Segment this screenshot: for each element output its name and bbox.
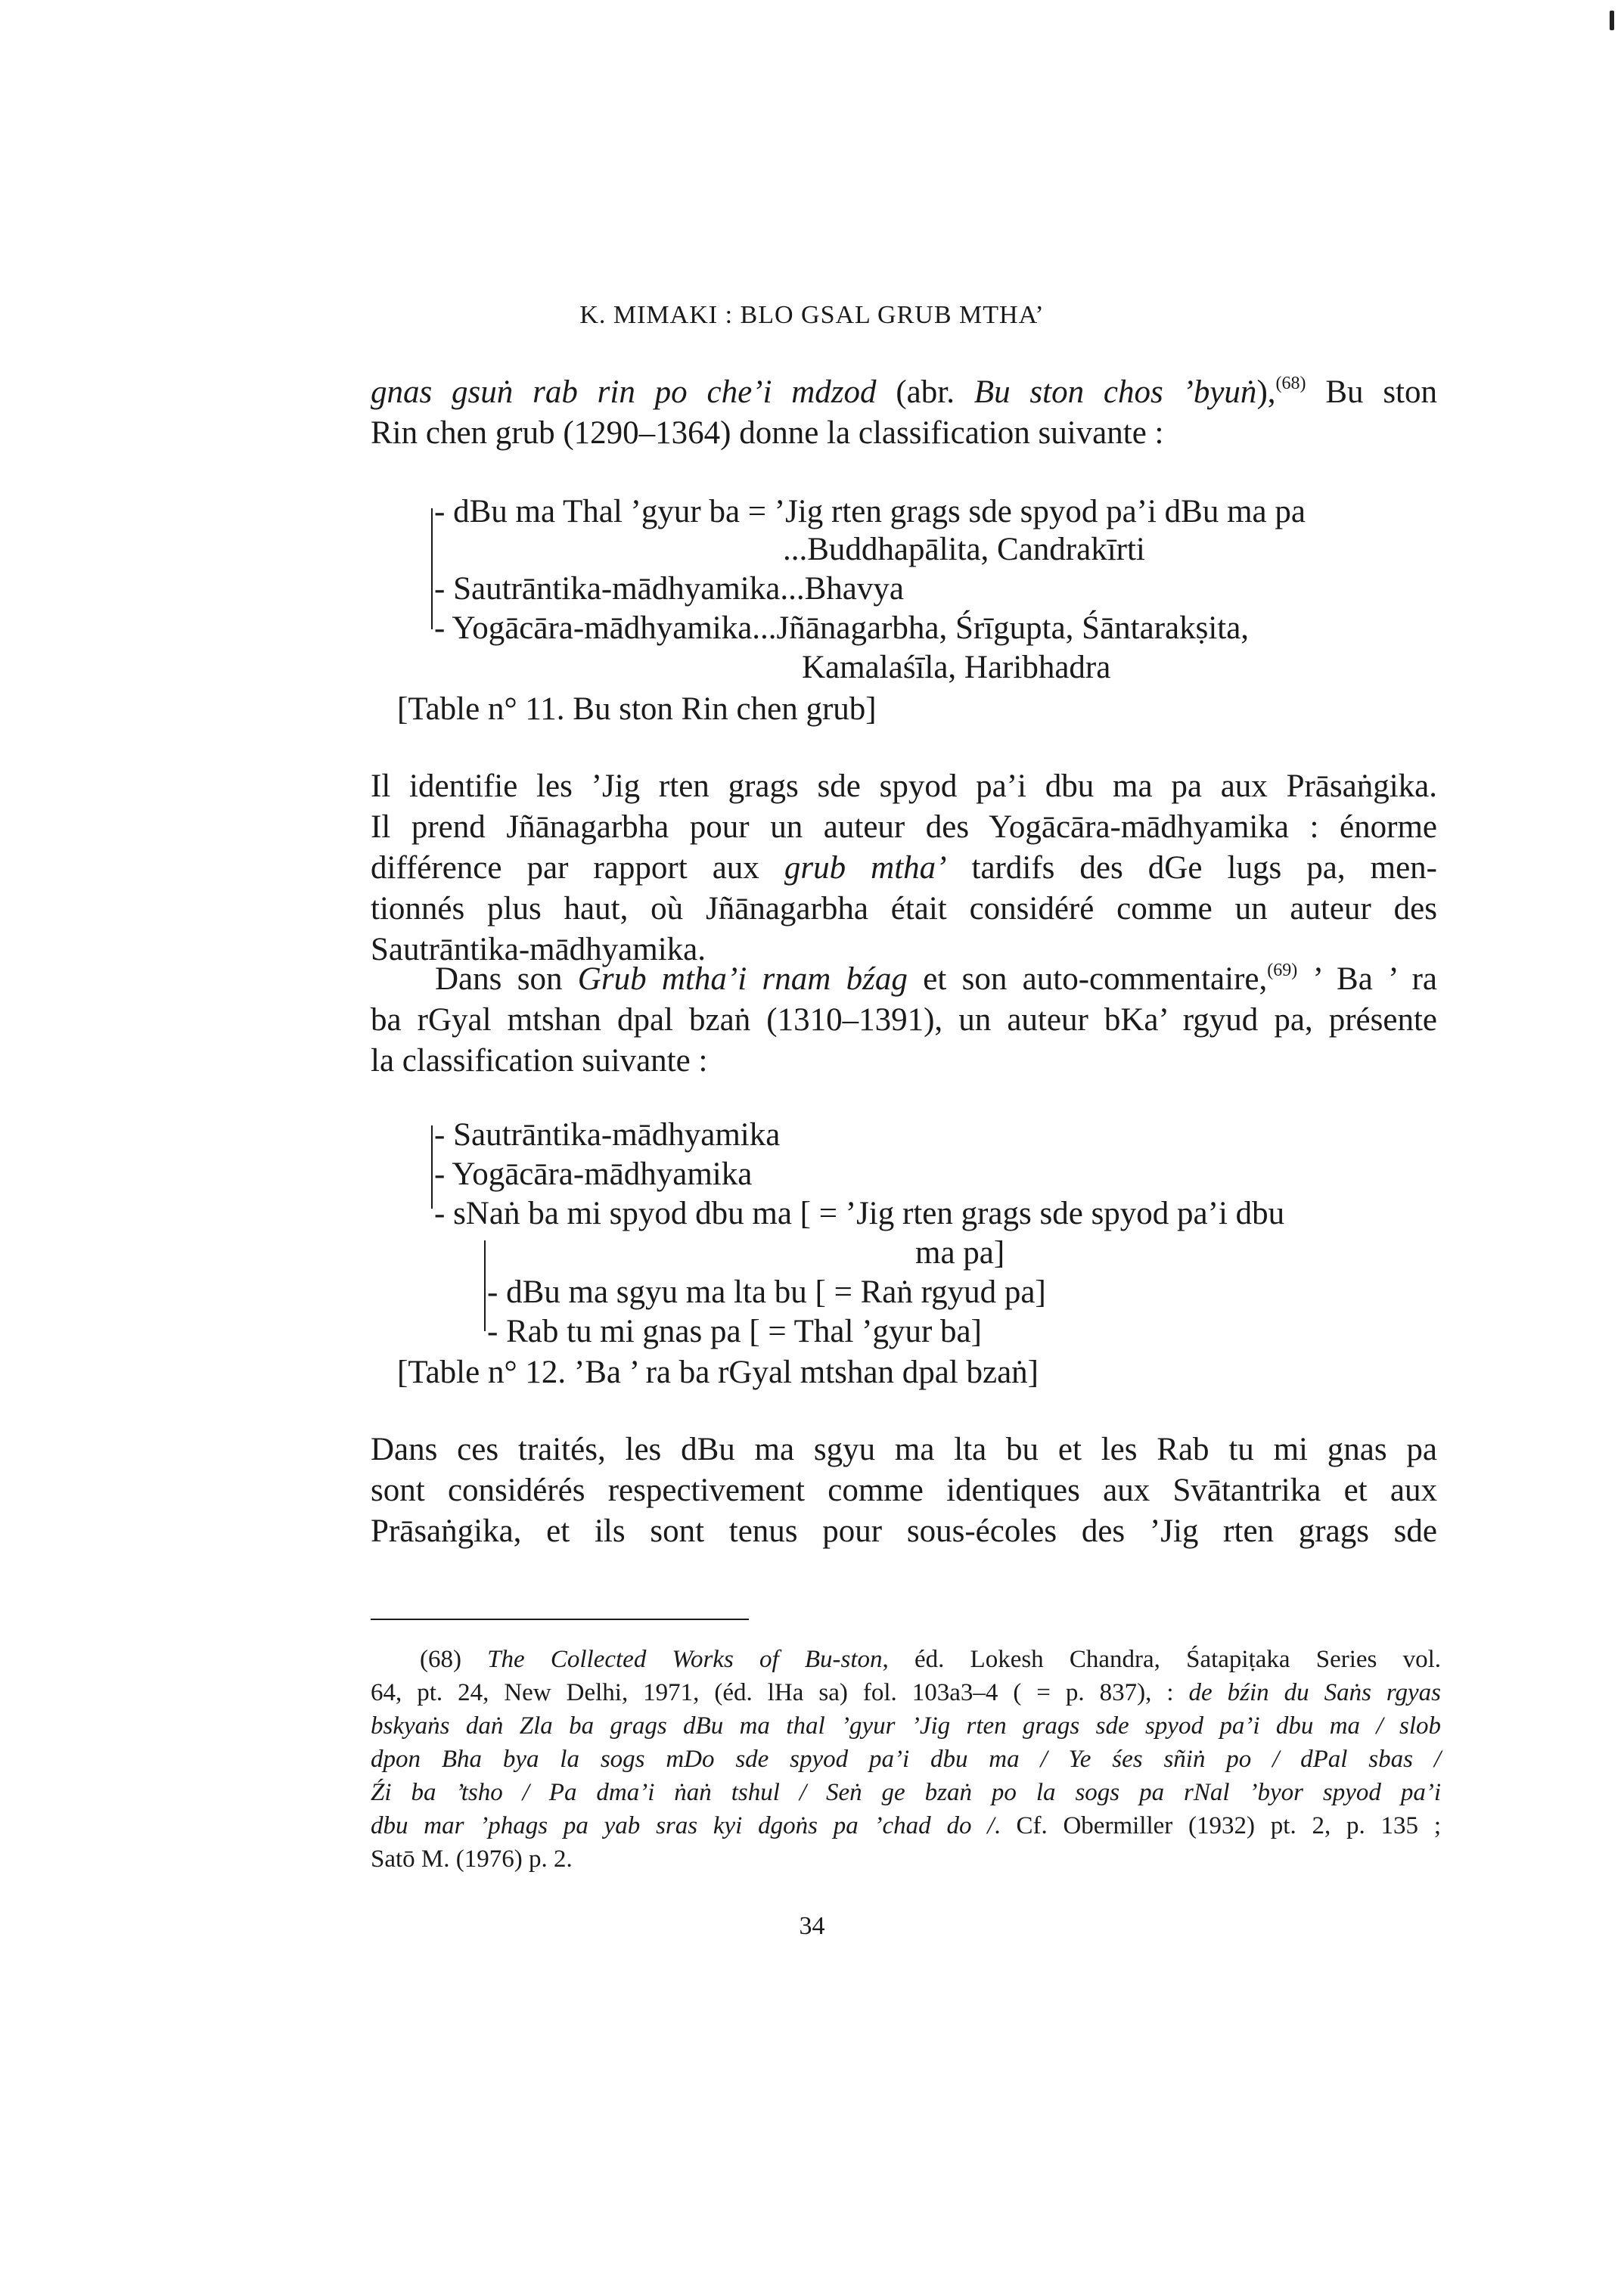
footnote-ref-69[interactable]: (69) [1267,961,1298,980]
footnote-ref-68[interactable]: (68) [1275,374,1306,393]
table-12-bracket [431,1125,433,1209]
table-11-row-1-cont: ...Buddhapālita, Candrakīrti [783,532,1145,567]
paragraph-2-line-3: différence par rapport aux grub mtha’ tardifs des dGe lugs pa, men- [371,850,1437,886]
table-12-row-4: - dBu ma sgyu ma lta bu [ = Raṅ rgyud pa] [487,1274,1046,1310]
table-12-sub-bracket [484,1240,486,1331]
paragraph-2-line-5: Sautrāntika-mādhyamika. [371,932,706,967]
page-number: 34 [799,1912,825,1940]
table-11-row-3-cont: Kamalaśīla, Haribhadra [802,650,1111,685]
footnote-68-line-4: dpon Bha bya la sogs mDo sde spyod pa’i dbu ma / Ye śes sñiṅ po / dPal sbas / [371,1746,1441,1773]
table-12-row-3: - sNaṅ ba mi spyod dbu ma [ = ’Jig rten grags sde spyod pa’i dbu [434,1196,1285,1231]
paragraph-1-line-1: gnas gsuṅ rab rin po che’i mdzod (abr. Bu ston chos ’byuṅ),$^{(68)}$ Bu ston [371,374,1438,410]
paragraph-4-line-2: sont considérés respectivement comme identiques aux Svātantrika et aux [371,1473,1437,1508]
table-11-bracket [431,508,433,629]
footnote-68-line-6: dbu mar ’phags pa yab sras kyi dgoṅs pa ’chad do /. Cf. Obermiller (1932) pt. 2, p. 135 ; [371,1812,1442,1839]
paragraph-4-line-3: Prāsaṅgika, et ils sont tenus pour sous-écoles des ’Jig rten grags sde [371,1513,1437,1549]
footnote-rule [371,1619,749,1620]
footnote-68-line-7: Satō M. (1976) p. 2. [371,1845,573,1873]
running-head: K. MIMAKI : BLO GSAL GRUB MTHA’ [579,301,1045,329]
table-12-row-2: - Yogācāra-mādhyamika [434,1156,753,1192]
table-12-caption: [Table n° 12. ’Ba ’ ra ba rGyal mtshan dpal bzaṅ] [397,1355,1039,1390]
table-12-row-1: - Sautrāntika-mādhyamika [434,1117,781,1153]
footnote-68-line-2: 64, pt. 24, New Delhi, 1971, (éd. lHa sa) fol. 103a3–4 ( = p. 837), : de bźin du Saṅs rgyas [371,1679,1441,1706]
paragraph-3-line-3: la classification suivante : [371,1043,708,1079]
table-11-caption: [Table n° 11. Bu ston Rin chen grub] [397,691,877,727]
paragraph-2-line-4: tionnés plus haut, où Jñānagarbha était considéré comme un auteur des [371,891,1437,927]
footnote-68-line-1: (68) The Collected Works of Bu-ston, éd. Lokesh Chandra, Śatapiṭaka Series vol. [420,1646,1441,1673]
footnote-68-line-5: Źi ba ’tsho / Pa dma’i ṅaṅ tshul / Seṅ ge bzaṅ po la sogs pa rNal ’byor spyod pa’i [371,1779,1441,1806]
paragraph-4-line-1: Dans ces traités, les dBu ma sgyu ma lta bu et les Rab tu mi gnas pa [371,1432,1437,1467]
table-11-row-1: - dBu ma Thal ’gyur ba = ’Jig rten grags sde spyod pa’i dBu ma pa [434,494,1306,529]
paragraph-3-line-1: Dans son Grub mtha’i rnam bźag et son auto-commentaire,$^{(69)}$ ’ Ba ’ ra [435,961,1437,997]
paragraph-2-line-2: Il prend Jñānagarbha pour un auteur des Yogācāra-mādhyamika : énorme [371,809,1437,845]
paragraph-3-line-2: ba rGyal mtshan dpal bzaṅ (1310–1391), un auteur bKa’ rgyud pa, présente [371,1002,1437,1038]
table-12-row-3-cont: ma pa] [915,1235,1005,1271]
scan-mark [1610,11,1614,30]
table-11-row-2: - Sautrāntika-mādhyamika...Bhavya [434,571,904,607]
paragraph-1-line-2: Rin chen grub (1290–1364) donne la classification suivante : [371,415,1164,451]
table-12-row-5: - Rab tu mi gnas pa [ = Thal ’gyur ba] [487,1314,982,1349]
footnote-68-line-3: bskyaṅs daṅ Zla ba grags dBu ma thal ’gyur ’Jig rten grags sde spyod pa’i dbu ma / slob [371,1712,1441,1740]
paragraph-2-line-1: Il identifie les ’Jig rten grags sde spyod pa’i dbu ma pa aux Prāsaṅgika. [371,768,1437,804]
table-11-row-3: - Yogācāra-mādhyamika...Jñānagarbha, Śrīgupta, Śāntarakṣita, [434,610,1250,646]
